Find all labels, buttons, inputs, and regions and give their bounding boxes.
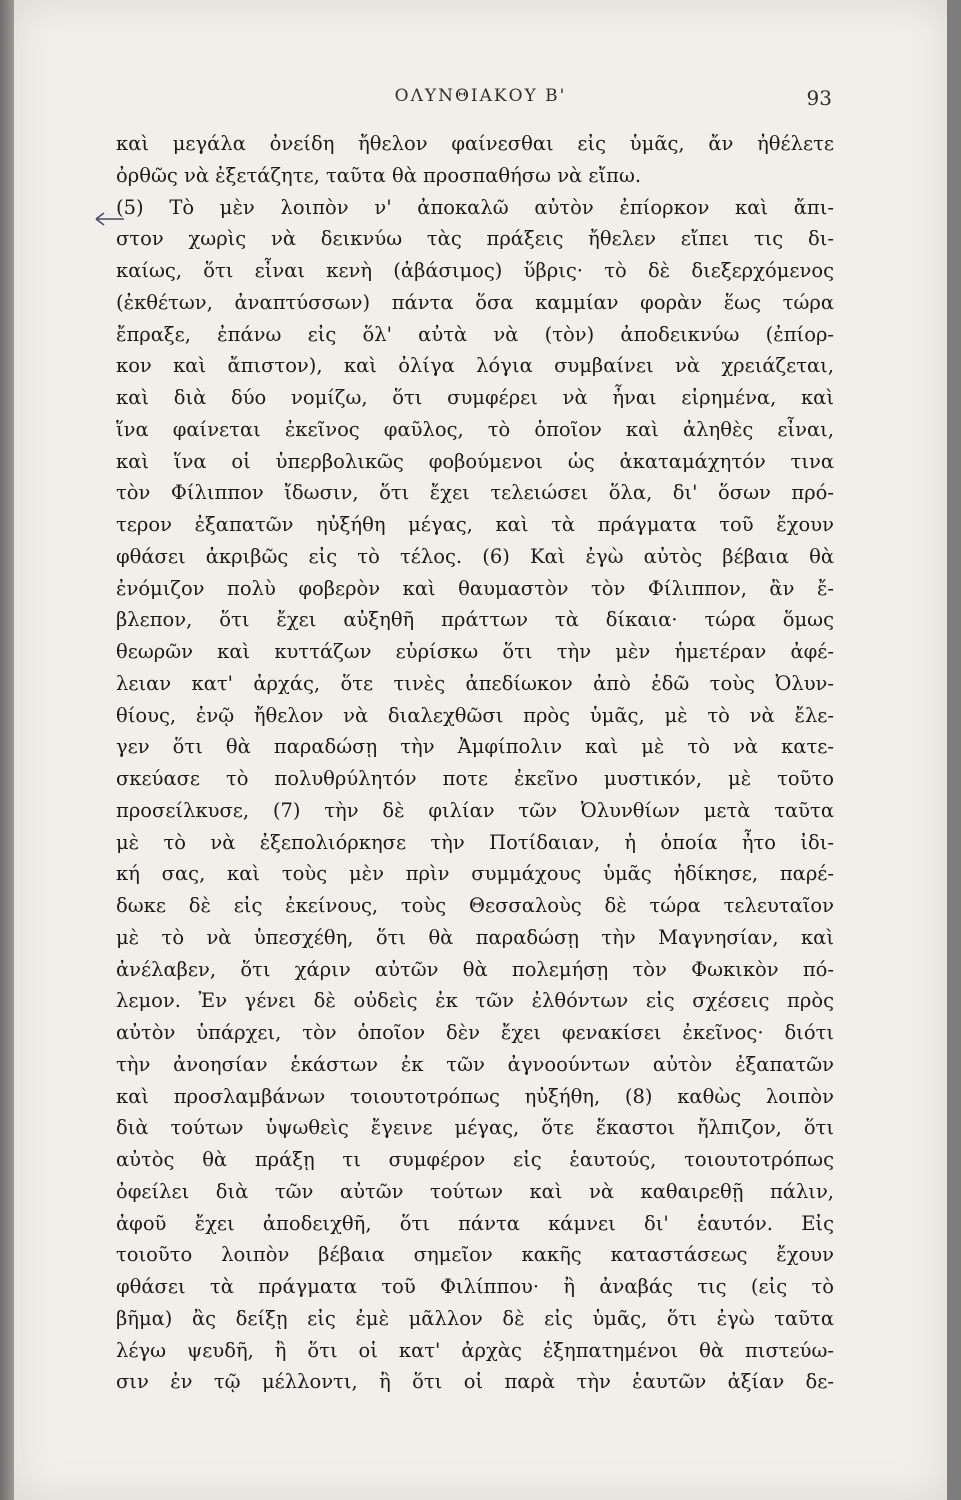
text-line: ἀφοῦ ἔχει ἀποδειχθῆ, ὅτι πάντα κάμνει δι' ἑαυτόν. Εἰς	[116, 1211, 834, 1235]
text-line: γεν ὅτι θὰ παραδώσῃ τὴν Ἀμφίπολιν καὶ μὲ τὸ νὰ κατε-	[116, 735, 834, 759]
text-line: καὶ προσλαμβάνων τοιουτοτρόπως ηὐξήθη, (8) καθὼς λοιπὸν	[116, 1084, 834, 1108]
text-line: βῆμα) ἂς δείξῃ εἰς ἐμὲ μᾶλλον δὲ εἰς ὑμᾶς, ὅτι ἐγὼ ταῦτα	[116, 1306, 834, 1330]
text-line: λειαν κατ' ἀρχάς, ὅτε τινὲς ἀπεδίωκον ἀπὸ ἐδῶ τοὺς Ὀλυν-	[116, 671, 834, 695]
text-line: καὶ ἵνα οἱ ὑπερβολικῶς φοβούμενοι ὡς ἀκαταμάχητόν τινα	[116, 449, 834, 473]
book-page	[14, 0, 947, 1500]
text-line: ἵνα φαίνεται ἐκεῖνος φαῦλος, τὸ ὁποῖον καὶ ἀληθὲς εἶναι,	[116, 417, 834, 441]
text-line: τοιοῦτο λοιπὸν βέβαια σημεῖον κακῆς καταστάσεως ἔχουν	[116, 1243, 834, 1267]
text-line: ἀνέλαβεν, ὅτι χάριν αὐτῶν θὰ πολεμήσῃ τὸν Φωκικὸν πό-	[116, 957, 834, 981]
text-line: ὀρθῶς νὰ ἐξετάζητε, ταῦτα θὰ προσπαθήσω νὰ εἴπω.	[116, 163, 642, 187]
text-line: σκεύασε τὸ πολυθρύλητόν ποτε ἐκεῖνο μυστικόν, μὲ τοῦτο	[116, 767, 834, 790]
page-header	[14, 86, 947, 116]
text-line: τὸν Φίλιππον ἴδωσιν, ὅτι ἔχει τελειώσει ὅλα, δι' ὅσων πρό-	[116, 481, 834, 505]
text-line: κή σας, καὶ τοὺς μὲν πρὶν συμμάχους ὑμᾶς ἠδίκησε, παρέ-	[116, 862, 834, 886]
text-line: αὐτὸς θὰ πράξῃ τι συμφέρον εἰς ἑαυτούς, τοιουτοτρόπως	[116, 1148, 834, 1171]
text-line: (5) Τὸ μὲν λοιπὸν ν' ἀποκαλῶ αὐτὸν ἐπίορκον καὶ ἄπι-	[116, 195, 834, 219]
text-line: μὲ τὸ νὰ ὑπεσχέθη, ὅτι θὰ παραδώσῃ τὴν Μαγνησίαν, καὶ	[116, 925, 834, 949]
text-line: τὴν ἀνοησίαν ἑκάστων ἐκ τῶν ἀγνοούντων αὐτὸν ἐξαπατῶν	[116, 1052, 834, 1076]
text-line: φθάσει ἀκριβῶς εἰς τὸ τέλος. (6) Καὶ ἐγὼ αὐτὸς βέβαια θὰ	[116, 544, 834, 568]
text-line: λεμον. Ἐν γένει δὲ οὐδεὶς ἐκ τῶν ἐλθόντων εἰς σχέσεις πρὸς	[116, 989, 834, 1013]
text-line: προσείλκυσε, (7) τὴν δὲ φιλίαν τῶν Ὀλυνθίων μετὰ ταῦτα	[116, 798, 834, 822]
text-line: διὰ τούτων ὑψωθεὶς ἔγεινε μέγας, ὅτε ἕκαστοι ἤλπιζον, ὅτι	[116, 1116, 834, 1140]
text-line: καὶ μεγάλα ὀνείδη ἤθελον φαίνεσθαι εἰς ὑμᾶς, ἄν ἠθέλετε	[116, 132, 834, 155]
scan-edge	[0, 0, 14, 1500]
text-line: σιν ἐν τῷ μέλλοντι, ἢ ὅτι οἱ παρὰ τὴν ἑαυτῶν ἀξίαν δε-	[116, 1370, 834, 1394]
text-line: (ἐκθέτων, ἀναπτύσσων) πάντα ὅσα καμμίαν φορὰν ἕως τώρα	[116, 290, 834, 314]
text-line: ὀφείλει διὰ τῶν αὐτῶν τούτων καὶ νὰ καθαιρεθῇ πάλιν,	[116, 1179, 834, 1203]
text-line: καὶ διὰ δύο νομίζω, ὅτι συμφέρει νὰ ἦναι εἰρημένα, καὶ	[116, 386, 834, 409]
text-line: λέγω ψευδῆ, ἢ ὅτι οἱ κατ' ἀρχὰς ἐξηπατημένοι θὰ πιστεύω-	[116, 1338, 834, 1362]
text-line: μὲ τὸ νὰ ἐξεπολιόρκησε τὴν Ποτίδαιαν, ἡ ὁποία ἦτο ἰδι-	[116, 830, 834, 854]
text-line: αὐτὸν ὑπάρχει, τὸν ὁποῖον δὲν ἔχει φενακίσει ἐκεῖνος· διότι	[116, 1021, 834, 1044]
page-number: 93	[806, 86, 832, 110]
text-line: δωκε δὲ εἰς ἐκείνους, τοὺς Θεσσαλοὺς δὲ τώρα τελευταῖον	[116, 894, 834, 917]
text-line: ἔπραξε, ἐπάνω εἰς ὅλ' αὐτὰ νὰ (τὸν) ἀποδεικνύω (ἐπίορ-	[116, 322, 834, 346]
text-line: τερον ἐξαπατῶν ηὐξήθη μέγας, καὶ τὰ πράγματα τοῦ ἔχουν	[116, 513, 834, 536]
text-line: θίους, ἐνῷ ἤθελον νὰ διαλεχθῶσι πρὸς ὑμᾶς, μὲ τὸ νὰ ἔλε-	[116, 703, 834, 727]
text-line: στον χωρὶς νὰ δεικνύω τὰς πράξεις ἤθελεν εἴπει τις δι-	[116, 227, 834, 251]
text-line: βλεπον, ὅτι ἔχει αὐξηθῆ πράττων τὰ δίκαια· τώρα ὅμως	[116, 608, 834, 632]
text-line: κον καὶ ἄπιστον), καὶ ὀλίγα λόγια συμβαίνει νὰ χρειάζεται,	[116, 354, 834, 378]
running-title: ΟΛΥΝΘΙΑΚΟΥ Β'	[394, 86, 567, 106]
text-line: ἐνόμιζον πολὺ φοβερὸν καὶ θαυμαστὸν τὸν Φίλιππον, ἂν ἔ-	[116, 576, 834, 600]
body-text	[116, 128, 834, 1398]
text-line: θεωρῶν καὶ κυττάζων εὑρίσκω ὅτι τὴν μὲν ἡμετέραν ἀφέ-	[116, 640, 834, 663]
text-line: καίως, ὅτι εἶναι κενὴ (ἀβάσιμος) ὕβρις· τὸ δὲ διεξερχόμενος	[116, 259, 834, 282]
text-line: φθάσει τὰ πράγματα τοῦ Φιλίππου· ἢ ἀναβάς τις (εἰς τὸ	[116, 1275, 834, 1298]
